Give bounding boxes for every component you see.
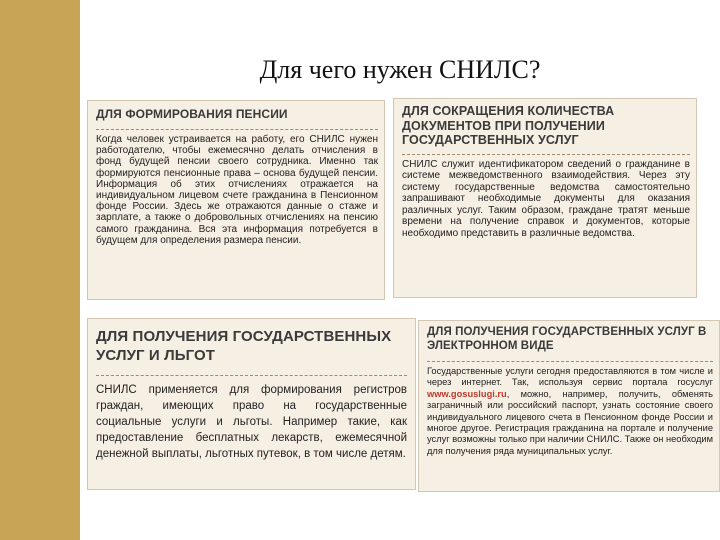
card-services: [87, 318, 416, 490]
card-heading: ДЛЯ ФОРМИРОВАНИЯ ПЕНСИИ: [96, 107, 288, 121]
card-divider: [96, 375, 407, 376]
gosuslugi-link[interactable]: www.gosuslugi.ru: [427, 388, 507, 399]
card-heading: ДЛЯ ПОЛУЧЕНИЯ ГОСУДАРСТВЕННЫХ УСЛУГ И ЛЬГОТ: [96, 328, 392, 364]
card-body-text: СНИЛС служит идентификатором сведений о гражданине в системе межведомственного взаимодействия. Через эту систему государственные ведомства самостоятельно запрашивают необходимые документы для оказания различных услуг. Таким образом, граждане тратят меньше времени на получение справок и документов, которые необходимо представить в различные ведомства.: [402, 158, 690, 240]
card-pension: [87, 100, 385, 300]
card-electronic-services: [418, 320, 720, 492]
card-documents: [393, 98, 697, 298]
body-text-after-link: , можно, например, получить, обменять заграничный или российский паспорт, узнать состояние своего индивидуального лицевого счета в Пенсионном фонде России и многое другое. Регистрация гражданина на портале и получение услуг возможны только при наличии СНИЛС. Также он необходим для получения ряда муниципальных услуг.: [427, 388, 713, 456]
card-divider: [96, 129, 378, 130]
card-divider: [427, 361, 713, 362]
card-heading: ДЛЯ ПОЛУЧЕНИЯ ГОСУДАРСТВЕННЫХ УСЛУГ В ЭЛЕКТРОННОМ ВИДЕ: [427, 326, 707, 352]
card-heading: ДЛЯ СОКРАЩЕНИЯ КОЛИЧЕСТВА ДОКУМЕНТОВ ПРИ ПОЛУЧЕНИИ ГОСУДАРСТВЕННЫХ УСЛУГ: [402, 104, 615, 147]
card-body-text: [427, 366, 713, 457]
card-body-text: Когда человек устраивается на работу, его СНИЛС нужен работодателю, чтобы ежемесячно делать отчисления в фонд будущей пенсии своего сотрудника. Именно так формируются пенсионные права – основа будущей пенсии. Информация об этих отчислениях отражается на индивидуальном лицевом счете гражданина в Пенсионном фонде России. Здесь же отражаются данные о стаже и зарплате, а также о добровольных отчислениях на пенсию самого гражданина. Вся эта информация потребуется в будущем для определения размера пенсии.: [96, 134, 378, 246]
card-divider: [402, 154, 690, 155]
card-body-text: СНИЛС применяется для формирования регистров граждан, имеющих право на государственные социальные услуги и льготы. Например такие, как предоставление бесплатных лекарств, ежемесячной денежной выплаты, льготных путевок, в том числе детям.: [96, 384, 407, 460]
body-text-before-link: Государственные услуги сегодня предоставляются в том числе и через интернет. Так, используя сервис портала госуслуг: [427, 366, 713, 388]
slide-title: Для чего нужен СНИЛС?: [259, 55, 541, 84]
decorative-side-bar: [0, 0, 80, 540]
